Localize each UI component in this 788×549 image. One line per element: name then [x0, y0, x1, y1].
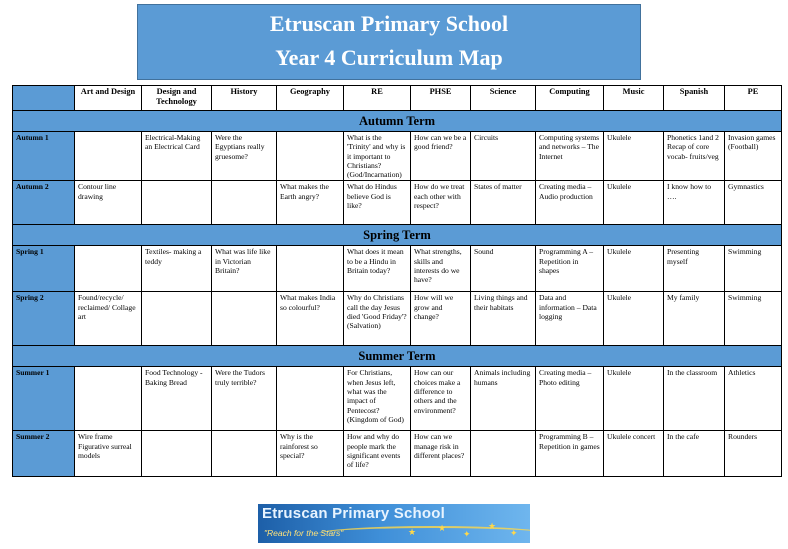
- table-cell: Invasion games (Football): [725, 132, 782, 181]
- table-cell: [212, 292, 277, 346]
- table-cell: Creating media – Photo editing: [536, 367, 604, 431]
- term-title: Spring Term: [13, 225, 782, 246]
- table-cell: What is the 'Trinity' and why is it important to Christians? (God/Incarnation): [344, 132, 411, 181]
- table-cell: Rounders: [725, 431, 782, 477]
- table-cell: [142, 292, 212, 346]
- table-cell: My family: [664, 292, 725, 346]
- term-title: Autumn Term: [13, 111, 782, 132]
- table-cell: How can we manage risk in different places?: [411, 431, 471, 477]
- table-cell: Phonetics 1and 2 Recap of core vocab- fruits/veg: [664, 132, 725, 181]
- table-cell: What does it mean to be a Hindu in Britain today?: [344, 246, 411, 292]
- half-term-label: Summer 2: [13, 431, 75, 477]
- table-cell: How and why do people mark the significant events of life?: [344, 431, 411, 477]
- table-cell: Ukulele: [604, 132, 664, 181]
- table-cell: Ukulele concert: [604, 431, 664, 477]
- table-cell: I know how to ….: [664, 181, 725, 225]
- table-cell: In the classroom: [664, 367, 725, 431]
- table-cell: Living things and their habitats: [471, 292, 536, 346]
- title-banner: [137, 4, 641, 80]
- table-cell: Electrical-Making an Electrical Card: [142, 132, 212, 181]
- column-header: Spanish: [664, 86, 725, 111]
- table-row: [13, 246, 782, 292]
- column-header: History: [212, 86, 277, 111]
- column-header: Music: [604, 86, 664, 111]
- table-cell: What strengths, skills and interests do we have?: [411, 246, 471, 292]
- table-cell: [471, 431, 536, 477]
- table-body: [13, 111, 782, 477]
- table-cell: [75, 246, 142, 292]
- table-cell: For Christians, when Jesus left, what was the impact of Pentecost? (Kingdom of God): [344, 367, 411, 431]
- table-cell: Creating media – Audio production: [536, 181, 604, 225]
- table-cell: [277, 132, 344, 181]
- star-icon: ★: [438, 523, 447, 533]
- half-term-label: Autumn 1: [13, 132, 75, 181]
- table-cell: [142, 431, 212, 477]
- table-cell: How will we grow and change?: [411, 292, 471, 346]
- table-cell: [142, 181, 212, 225]
- logo-school-name: Etruscan Primary School: [262, 505, 445, 522]
- table-cell: Presenting myself: [664, 246, 725, 292]
- column-header: PHSE: [411, 86, 471, 111]
- table-cell: Ukulele: [604, 292, 664, 346]
- term-header-row: [13, 225, 782, 246]
- half-term-label: Spring 1: [13, 246, 75, 292]
- table-cell: How can we be a good friend?: [411, 132, 471, 181]
- table-cell: [212, 181, 277, 225]
- table-cell: Ukulele: [604, 367, 664, 431]
- table-cell: [212, 431, 277, 477]
- table-cell: Contour line drawing: [75, 181, 142, 225]
- table-cell: Wire frame Figurative surreal models: [75, 431, 142, 477]
- table-cell: What makes the Earth angry?: [277, 181, 344, 225]
- term-header-row: [13, 111, 782, 132]
- table-cell: How do we treat each other with respect?: [411, 181, 471, 225]
- table-row: [13, 367, 782, 431]
- curriculum-table: [12, 85, 782, 477]
- table-cell: Data and information – Data logging: [536, 292, 604, 346]
- term-header-row: [13, 346, 782, 367]
- table-row: [13, 292, 782, 346]
- table-cell: Were the Tudors truly terrible?: [212, 367, 277, 431]
- star-icon: ★: [488, 521, 497, 531]
- table-cell: Found/recycle/ reclaimed/ Collage art: [75, 292, 142, 346]
- table-cell: Programming A – Repetition in shapes: [536, 246, 604, 292]
- table-cell: Athletics: [725, 367, 782, 431]
- table-row: [13, 181, 782, 225]
- table-cell: Why do Christians call the day Jesus died 'Good Friday'? (Salvation): [344, 292, 411, 346]
- table-cell: Animals including humans: [471, 367, 536, 431]
- table-cell: Ukulele: [604, 246, 664, 292]
- term-title: Summer Term: [13, 346, 782, 367]
- school-name: Etruscan Primary School: [269, 11, 509, 36]
- table-cell: Gymnastics: [725, 181, 782, 225]
- half-term-label: Summer 1: [13, 367, 75, 431]
- star-icon: ✦: [463, 529, 471, 539]
- table-cell: Why is the rainforest so special?: [277, 431, 344, 477]
- table-cell: What makes India so colourful?: [277, 292, 344, 346]
- table-cell: Swimming: [725, 292, 782, 346]
- table-cell: [277, 367, 344, 431]
- star-icon: ★: [408, 527, 417, 537]
- column-header: Art and Design: [75, 86, 142, 111]
- table-row: [13, 132, 782, 181]
- star-icon: ✦: [510, 528, 518, 538]
- table-cell: Were the Egyptians really gruesome?: [212, 132, 277, 181]
- table-cell: Food Technology - Baking Bread: [142, 367, 212, 431]
- page-title: Year 4 Curriculum Map: [275, 45, 503, 70]
- logo-motto: "Reach for the Stars": [264, 528, 344, 538]
- table-cell: States of matter: [471, 181, 536, 225]
- table-cell: Programming B – Repetition in games: [536, 431, 604, 477]
- table-cell: Circuits: [471, 132, 536, 181]
- table-cell: Sound: [471, 246, 536, 292]
- column-header: Science: [471, 86, 536, 111]
- school-logo: [258, 504, 530, 543]
- half-term-label: Spring 2: [13, 292, 75, 346]
- logo-swoosh: [318, 523, 530, 542]
- table-cell: [75, 132, 142, 181]
- table-row: [13, 431, 782, 477]
- column-header: Design and Technology: [142, 86, 212, 111]
- table-cell: Textiles- making a teddy: [142, 246, 212, 292]
- table-cell: What do Hindus believe God is like?: [344, 181, 411, 225]
- corner-cell: [13, 86, 75, 111]
- table-cell: Ukulele: [604, 181, 664, 225]
- column-header-row: [13, 86, 782, 111]
- column-header: Computing: [536, 86, 604, 111]
- table-cell: How can our choices make a difference to others and the environment?: [411, 367, 471, 431]
- half-term-label: Autumn 2: [13, 181, 75, 225]
- column-header: Geography: [277, 86, 344, 111]
- table-cell: What was life like in Victorian Britain?: [212, 246, 277, 292]
- column-header: PE: [725, 86, 782, 111]
- column-header: RE: [344, 86, 411, 111]
- table-cell: [75, 367, 142, 431]
- table-cell: [277, 246, 344, 292]
- table-cell: In the cafe: [664, 431, 725, 477]
- table-cell: Computing systems and networks – The Internet: [536, 132, 604, 181]
- table-cell: Swimming: [725, 246, 782, 292]
